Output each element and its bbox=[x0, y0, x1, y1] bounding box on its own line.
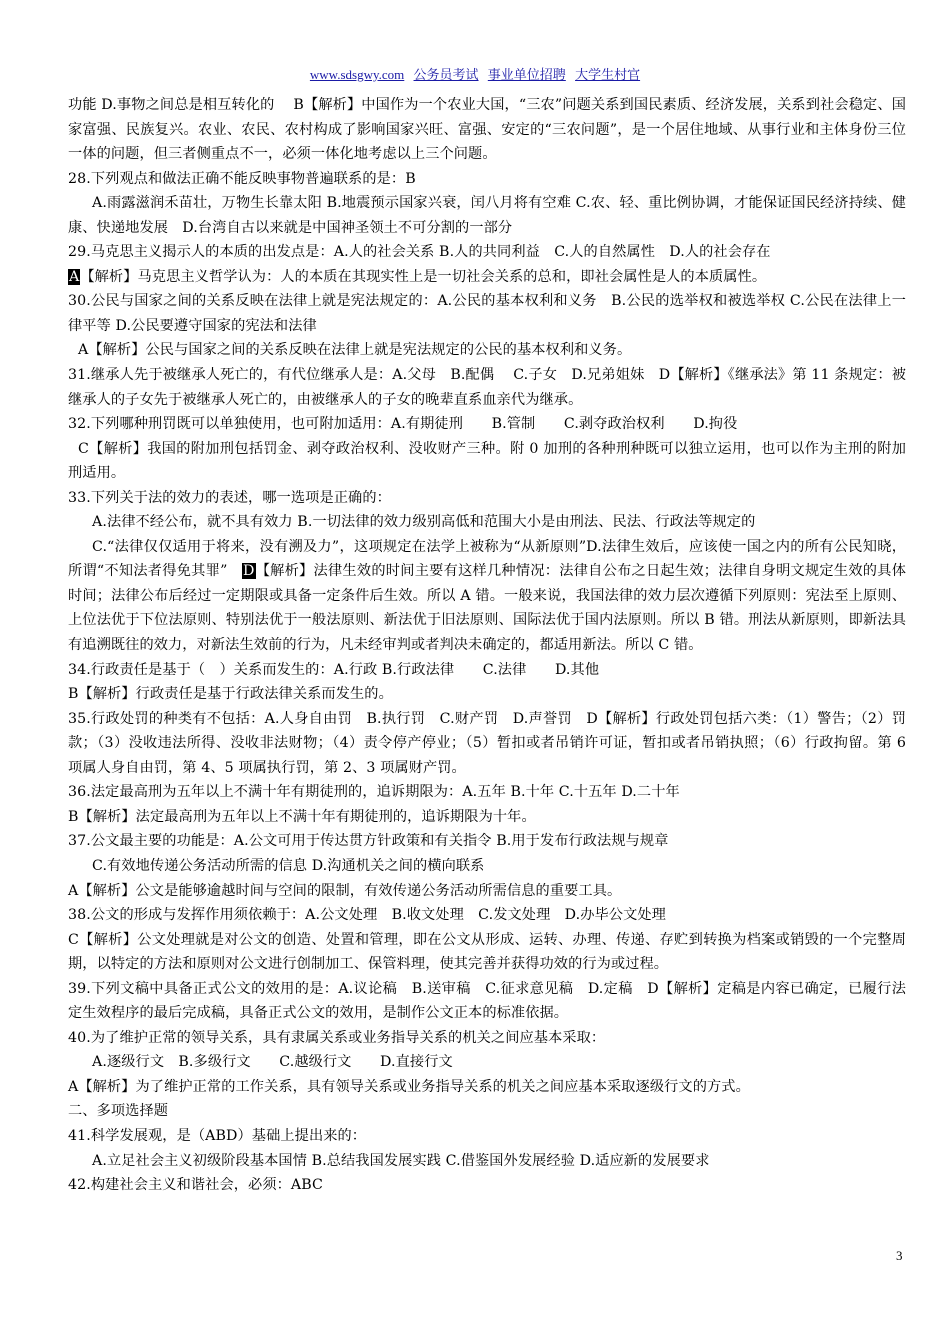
header-link-village-official[interactable]: 大学生村官 bbox=[575, 67, 641, 82]
page-header bbox=[0, 66, 950, 84]
question-32: 32.下列哪种刑罚既可以单独使用，也可附加适用：A.有期徒刑 B.管制 C.剥夺政治权利 D.拘役 bbox=[68, 416, 738, 433]
page-number: 3 bbox=[896, 1248, 903, 1263]
options-text: C.“法律仅仅适用于将来，没有溯及力”，这项规定在法学上被称为“从新原则”D.法律生效后，应该使一国之内的所有公民知晓，所谓“不知法者得免其罪” bbox=[68, 538, 906, 580]
question-30-answer: A【解析】公民与国家之间的关系反映在法律上就是宪法规定的公民的基本权利和义务。 bbox=[78, 342, 632, 359]
question-41: 41.科学发展观，是（ABD）基础上提出来的： bbox=[68, 1127, 367, 1144]
header-link-site[interactable]: www.sdsgwy.com bbox=[309, 67, 405, 82]
question-40-options: A.逐级行文 B.多级行文 C.越级行文 D.直接行文 bbox=[92, 1054, 453, 1071]
question-33-options-ab: A.法律不经公布，就不具有效力 B.一切法律的效力级别高低和范围大小是由刑法、民法、行政法等规定的 bbox=[92, 514, 756, 531]
question-36: 36.法定最高刑为五年以上不满十年有期徒刑的，追诉期限为：A.五年 B.十年 C.十五年 D.二十年 bbox=[68, 784, 680, 801]
question-33: 33.下列关于法的效力的表述，哪一选项是正确的： bbox=[68, 489, 391, 506]
answer-text: 【解析】马克思主义哲学认为：人的本质在其现实性上是一切社会关系的总和，即社会属性是人的本质属性。 bbox=[80, 268, 767, 285]
question-40: 40.为了维护正常的领导关系，具有隶属关系或业务指导关系的机关之间应基本采取： bbox=[68, 1029, 606, 1046]
question-36-answer: B【解析】法定最高刑为五年以上不满十年有期徒刑的，追诉期限为十年。 bbox=[68, 808, 536, 825]
answer-highlight: D bbox=[243, 563, 255, 580]
text-line: 功能 D.事物之间总是相互转化的 B【解析】中国作为一个农业大国，“三农”问题关系到国民素质、经济发展，关系到社会稳定、国家富强、民族复兴。农业、农民、农村构成了影响国家兴旺、富强、安定的“三农问题”，是一个居住地域、从事行业和主体身份三位一体的问题，但三者侧重点不一，必须一体化地考虑以上三个问题。 bbox=[68, 97, 906, 163]
question-42: 42.构建社会主义和谐社会，必须：ABC bbox=[68, 1177, 323, 1194]
question-35: 35.行政处罚的种类有不包括：A.人身自由罚 B.执行罚 C.财产罚 D.声誉罚 D【解析】行政处罚包括六类：（1）警告；（2）罚款；（3）没收违法所得、没收非法财物；（4）责令停产停业；（5）暂扣或者吊销许可证，暂扣或者吊销执照；（6）行政拘留。第 6 项属人身自由罚，第 4、5 项属执行罚，第 2、3 项属财产罚。 bbox=[68, 710, 906, 776]
question-37: 37.公文最主要的功能是：A.公文可用于传达贯方针政策和有关指令 B.用于发布行政法规与规章 bbox=[68, 833, 669, 850]
answer-text: 【解析】法律生效的时间主要有这样几种情况：法律自公布之日起生效；法律自身明文规定生效的具体时间；法律公布后经过一定期限或具备一定条件后生效。所以 A 错。一般来说，我国法律的效力层次遵循下列原则：宪法至上原则、上位法优于下位法原则、特别法优于一般法原则、新法优于旧法原则、国际法优于国内法原则。所以 B 错。刑法从新原则，即新法具有追溯既往的效力，对新法生效前的行为，凡未经审判或者判决未确定的，都适用新法。所以 C 错。 bbox=[68, 563, 906, 654]
header-link-civil-exam[interactable]: 公务员考试 bbox=[413, 67, 479, 82]
question-38: 38.公文的形成与发挥作用须依赖于：A.公文处理 B.收文处理 C.发文处理 D.办毕公文处理 bbox=[68, 907, 666, 924]
question-30: 30.公民与国家之间的关系反映在法律上就是宪法规定的：A.公民的基本权利和义务 B.公民的选举权和被选举权 C.公民在法律上一律平等 D.公民要遵守国家的宪法和法律 bbox=[68, 293, 906, 334]
question-28-options: A.雨露滋润禾苗壮，万物生长靠太阳 B.地震预示国家兴衰，闰八月将有空难 C.农、轻、重比例协调，才能保证国民经济持续、健康、快递地发展 D.台湾自古以来就是中国神圣领土不可分割的一部分 bbox=[68, 195, 906, 236]
question-33-options-cd bbox=[68, 535, 906, 658]
question-40-answer: A【解析】为了维护正常的工作关系，具有领导关系或业务指导关系的机关之间应基本采取逐级行文的方式。 bbox=[68, 1078, 750, 1095]
answer-highlight: A bbox=[69, 268, 80, 285]
question-29-answer bbox=[68, 265, 906, 290]
question-37-options: C.有效地传递公务活动所需的信息 D.沟通机关之间的横向联系 bbox=[92, 857, 485, 874]
question-37-answer: A【解析】公文是能够逾越时间与空间的限制，有效传递公务活动所需信息的重要工具。 bbox=[68, 882, 622, 899]
question-38-answer: C【解析】公文处理就是对公文的创造、处置和管理，即在公文从形成、运转、办理、传递、存贮到转换为档案或销毁的一个完整周期，以特定的方法和原则对公文进行创制加工、保管料理，使其完善并获得功效的行为或过程。 bbox=[68, 931, 906, 973]
question-39: 39.下列文稿中具备正式公文的效用的是：A.议论稿 B.送审稿 C.征求意见稿 D.定稿 D【解析】定稿是内容已确定，已履行法定生效程序的最后完成稿，具备正式公文的效用，是制作公文正本的标准依据。 bbox=[68, 980, 906, 1022]
header-link-institution-recruit[interactable]: 事业单位招聘 bbox=[487, 67, 566, 82]
question-34: 34.行政责任是基于（ ）关系而发生的：A.行政 B.行政法律 C.法律 D.其他 bbox=[68, 661, 600, 678]
question-28: 28.下列观点和做法正确不能反映事物普遍联系的是：B bbox=[68, 170, 416, 187]
question-32-answer: C【解析】我国的附加刑包括罚金、剥夺政治权利、没收财产三种。附 0 加刑的各种刑种既可以独立运用，也可以作为主刑的附加刑适用。 bbox=[68, 440, 906, 482]
question-34-answer: B【解析】行政责任是基于行政法律关系而发生的。 bbox=[68, 686, 393, 703]
document-body bbox=[68, 93, 906, 1198]
question-41-options: A.立足社会主义初级阶段基本国情 B.总结我国发展实践 C.借鉴国外发展经验 D.适应新的发展要求 bbox=[92, 1152, 710, 1169]
question-29: 29.马克思主义揭示人的本质的出发点是：A.人的社会关系 B.人的共同利益 C.人的自然属性 D.人的社会存在 bbox=[68, 244, 771, 261]
question-31: 31.继承人先于被继承人死亡的，有代位继承人是：A.父母 B.配偶 C.子女 D.兄弟姐妹 D【解析】《继承法》第 11 条规定：被继承人的子女先于被继承人死亡的，由被继承人的子女的晚辈直系血亲代为继承。 bbox=[68, 367, 906, 408]
section-heading: 二、多项选择题 bbox=[68, 1103, 169, 1120]
